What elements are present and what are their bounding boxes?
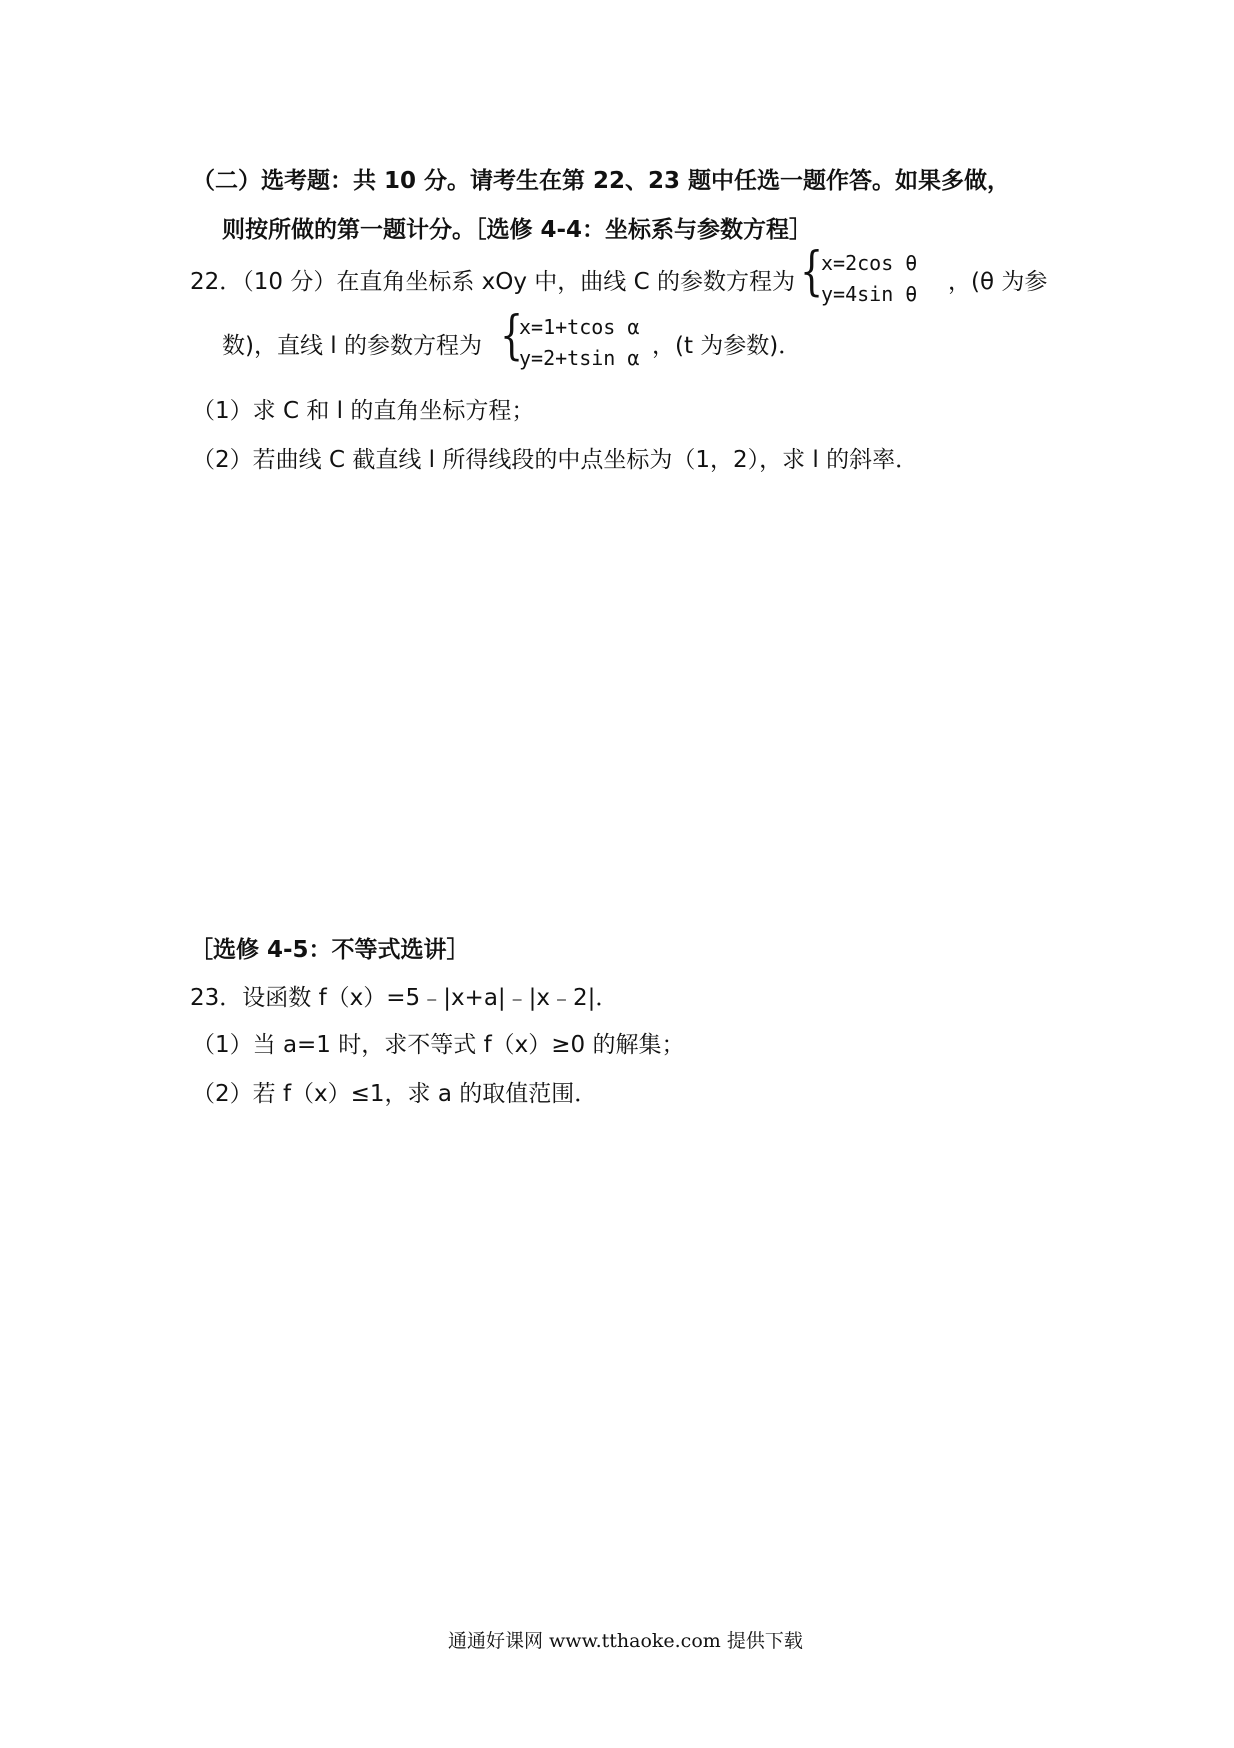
q22-line-brace: { bbox=[500, 306, 524, 366]
section-heading-line1: （二）选考题：共 10 分。请考生在第 22、23 题中任选一题作答。如果多做， bbox=[192, 168, 1011, 194]
q22-curve-eq1: x=2cos θ bbox=[821, 251, 918, 275]
section-heading-line2: 则按所做的第一题计分。［选修 4-4：坐标系与参数方程］ bbox=[222, 217, 813, 243]
footer-source-note: 通通好课网 www.tthaoke.com 提供下载 bbox=[448, 1630, 803, 1652]
q22-curve-eq2: y=4sin θ bbox=[821, 282, 918, 306]
q22-part2: （2）若曲线 C 截直线 l 所得线段的中点坐标为（1，2），求 l 的斜率． bbox=[192, 447, 919, 473]
q22-stem-prefix: 22．（10 分）在直角坐标系 xOy 中，曲线 C 的参数方程为 bbox=[190, 269, 795, 295]
q22-stem-suffix: ，(θ 为参 bbox=[948, 269, 1048, 295]
q22-curve-brace: { bbox=[800, 242, 824, 302]
q22-line-eq2: y=2+tsin α bbox=[519, 346, 640, 370]
q22-line-eq1: x=1+tcos α bbox=[519, 315, 640, 339]
q22-part1: （1）求 C 和 l 的直角坐标方程； bbox=[192, 398, 535, 424]
q23-stem: 23．设函数 f（x）=5﹣|x+a|﹣|x﹣2|． bbox=[190, 985, 619, 1011]
q23-part1: （1）当 a=1 时，求不等式 f（x）≥0 的解集； bbox=[192, 1032, 685, 1058]
section45-heading: ［选修 4-5：不等式选讲］ bbox=[190, 937, 470, 963]
q22-line2-suffix: ，(t 为参数)． bbox=[652, 333, 802, 359]
q22-line2-prefix: 数)，直线 l 的参数方程为 bbox=[222, 333, 482, 359]
q23-part2: （2）若 f（x）≤1，求 a 的取值范围． bbox=[192, 1081, 598, 1107]
